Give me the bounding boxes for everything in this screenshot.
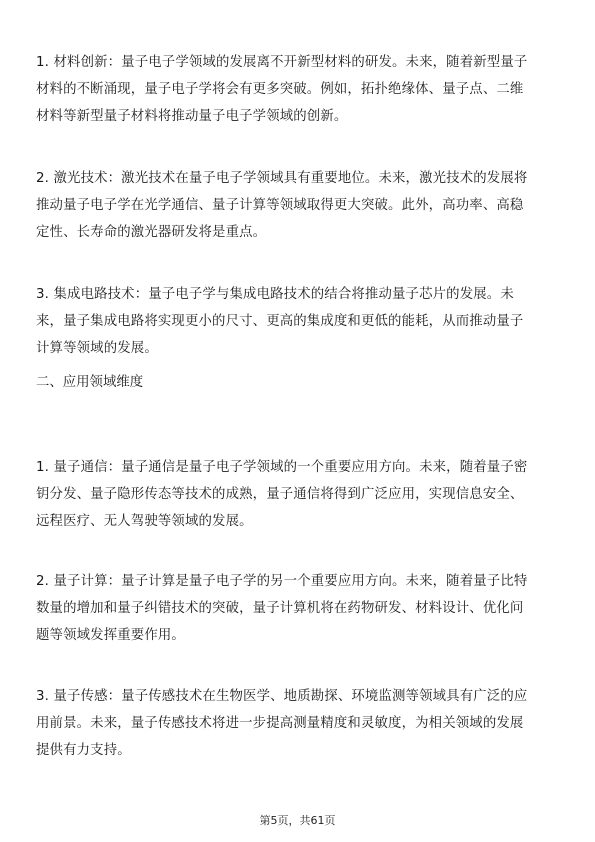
text-line: 3. 集成电路技术：量子电子学与集成电路技术的结合将推动量子芯片的发展。未: [36, 287, 514, 302]
paragraph-quantum-sensing: [36, 683, 566, 764]
paragraph-quantum-computing: [36, 568, 566, 649]
text-line: 2. 激光技术：激光技术在量子电子学领域具有重要地位。未来，激光技术的发展将: [36, 171, 528, 186]
text-line: 材料的不断涌现，量子电子学将会有更多突破。例如，拓扑绝缘体、量子点、二维: [36, 82, 524, 97]
text-line: 钥分发、量子隐形传态等技术的成熟，量子通信将得到广泛应用，实现信息安全、: [36, 487, 524, 502]
paragraph-quantum-communication: [36, 454, 566, 535]
text-line: 数量的增加和量子纠错技术的突破，量子计算机将在药物研发、材料设计、优化问: [36, 601, 524, 616]
text-line: 1. 材料创新：量子电子学领域的发展离不开新型材料的研发。未来，随着新型量子: [36, 55, 528, 70]
text-line: 提供有力支持。: [36, 743, 131, 758]
text-line: 计算等领域的发展。: [36, 341, 158, 356]
paragraph-integrated-circuit: [36, 281, 566, 362]
text-line: 3. 量子传感：量子传感技术在生物医学、地质勘探、环境监测等领域具有广泛的应: [36, 689, 528, 704]
page-number-footer: 第5页，共61页: [259, 814, 336, 827]
text-line: 来，量子集成电路将实现更小的尺寸、更高的集成度和更低的能耗，从而推动量子: [36, 314, 524, 329]
text-line: 用前景。未来，量子传感技术将进一步提高测量精度和灵敏度，为相关领域的发展: [36, 716, 524, 731]
text-line: 材料等新型量子材料将推动量子电子学领域的创新。: [36, 109, 348, 124]
text-line: 定性、长寿命的激光器研发将是重点。: [36, 225, 267, 240]
text-line: 远程医疗、无人驾驶等领域的发展。: [36, 514, 253, 529]
text-line: 2. 量子计算：量子计算是量子电子学的另一个重要应用方向。未来，随着量子比特: [36, 574, 528, 589]
text-line: 题等领域发挥重要作用。: [36, 628, 185, 643]
section-heading: 二、应用领域维度: [36, 375, 144, 390]
text-line: 推动量子电子学在光学通信、量子计算等领域取得更大突破。此外，高功率、高稳: [36, 198, 524, 213]
paragraph-laser: [36, 165, 566, 246]
paragraph-materials: [36, 49, 566, 130]
text-line: 1. 量子通信：量子通信是量子电子学领域的一个重要应用方向。未来，随着量子密: [36, 460, 528, 475]
